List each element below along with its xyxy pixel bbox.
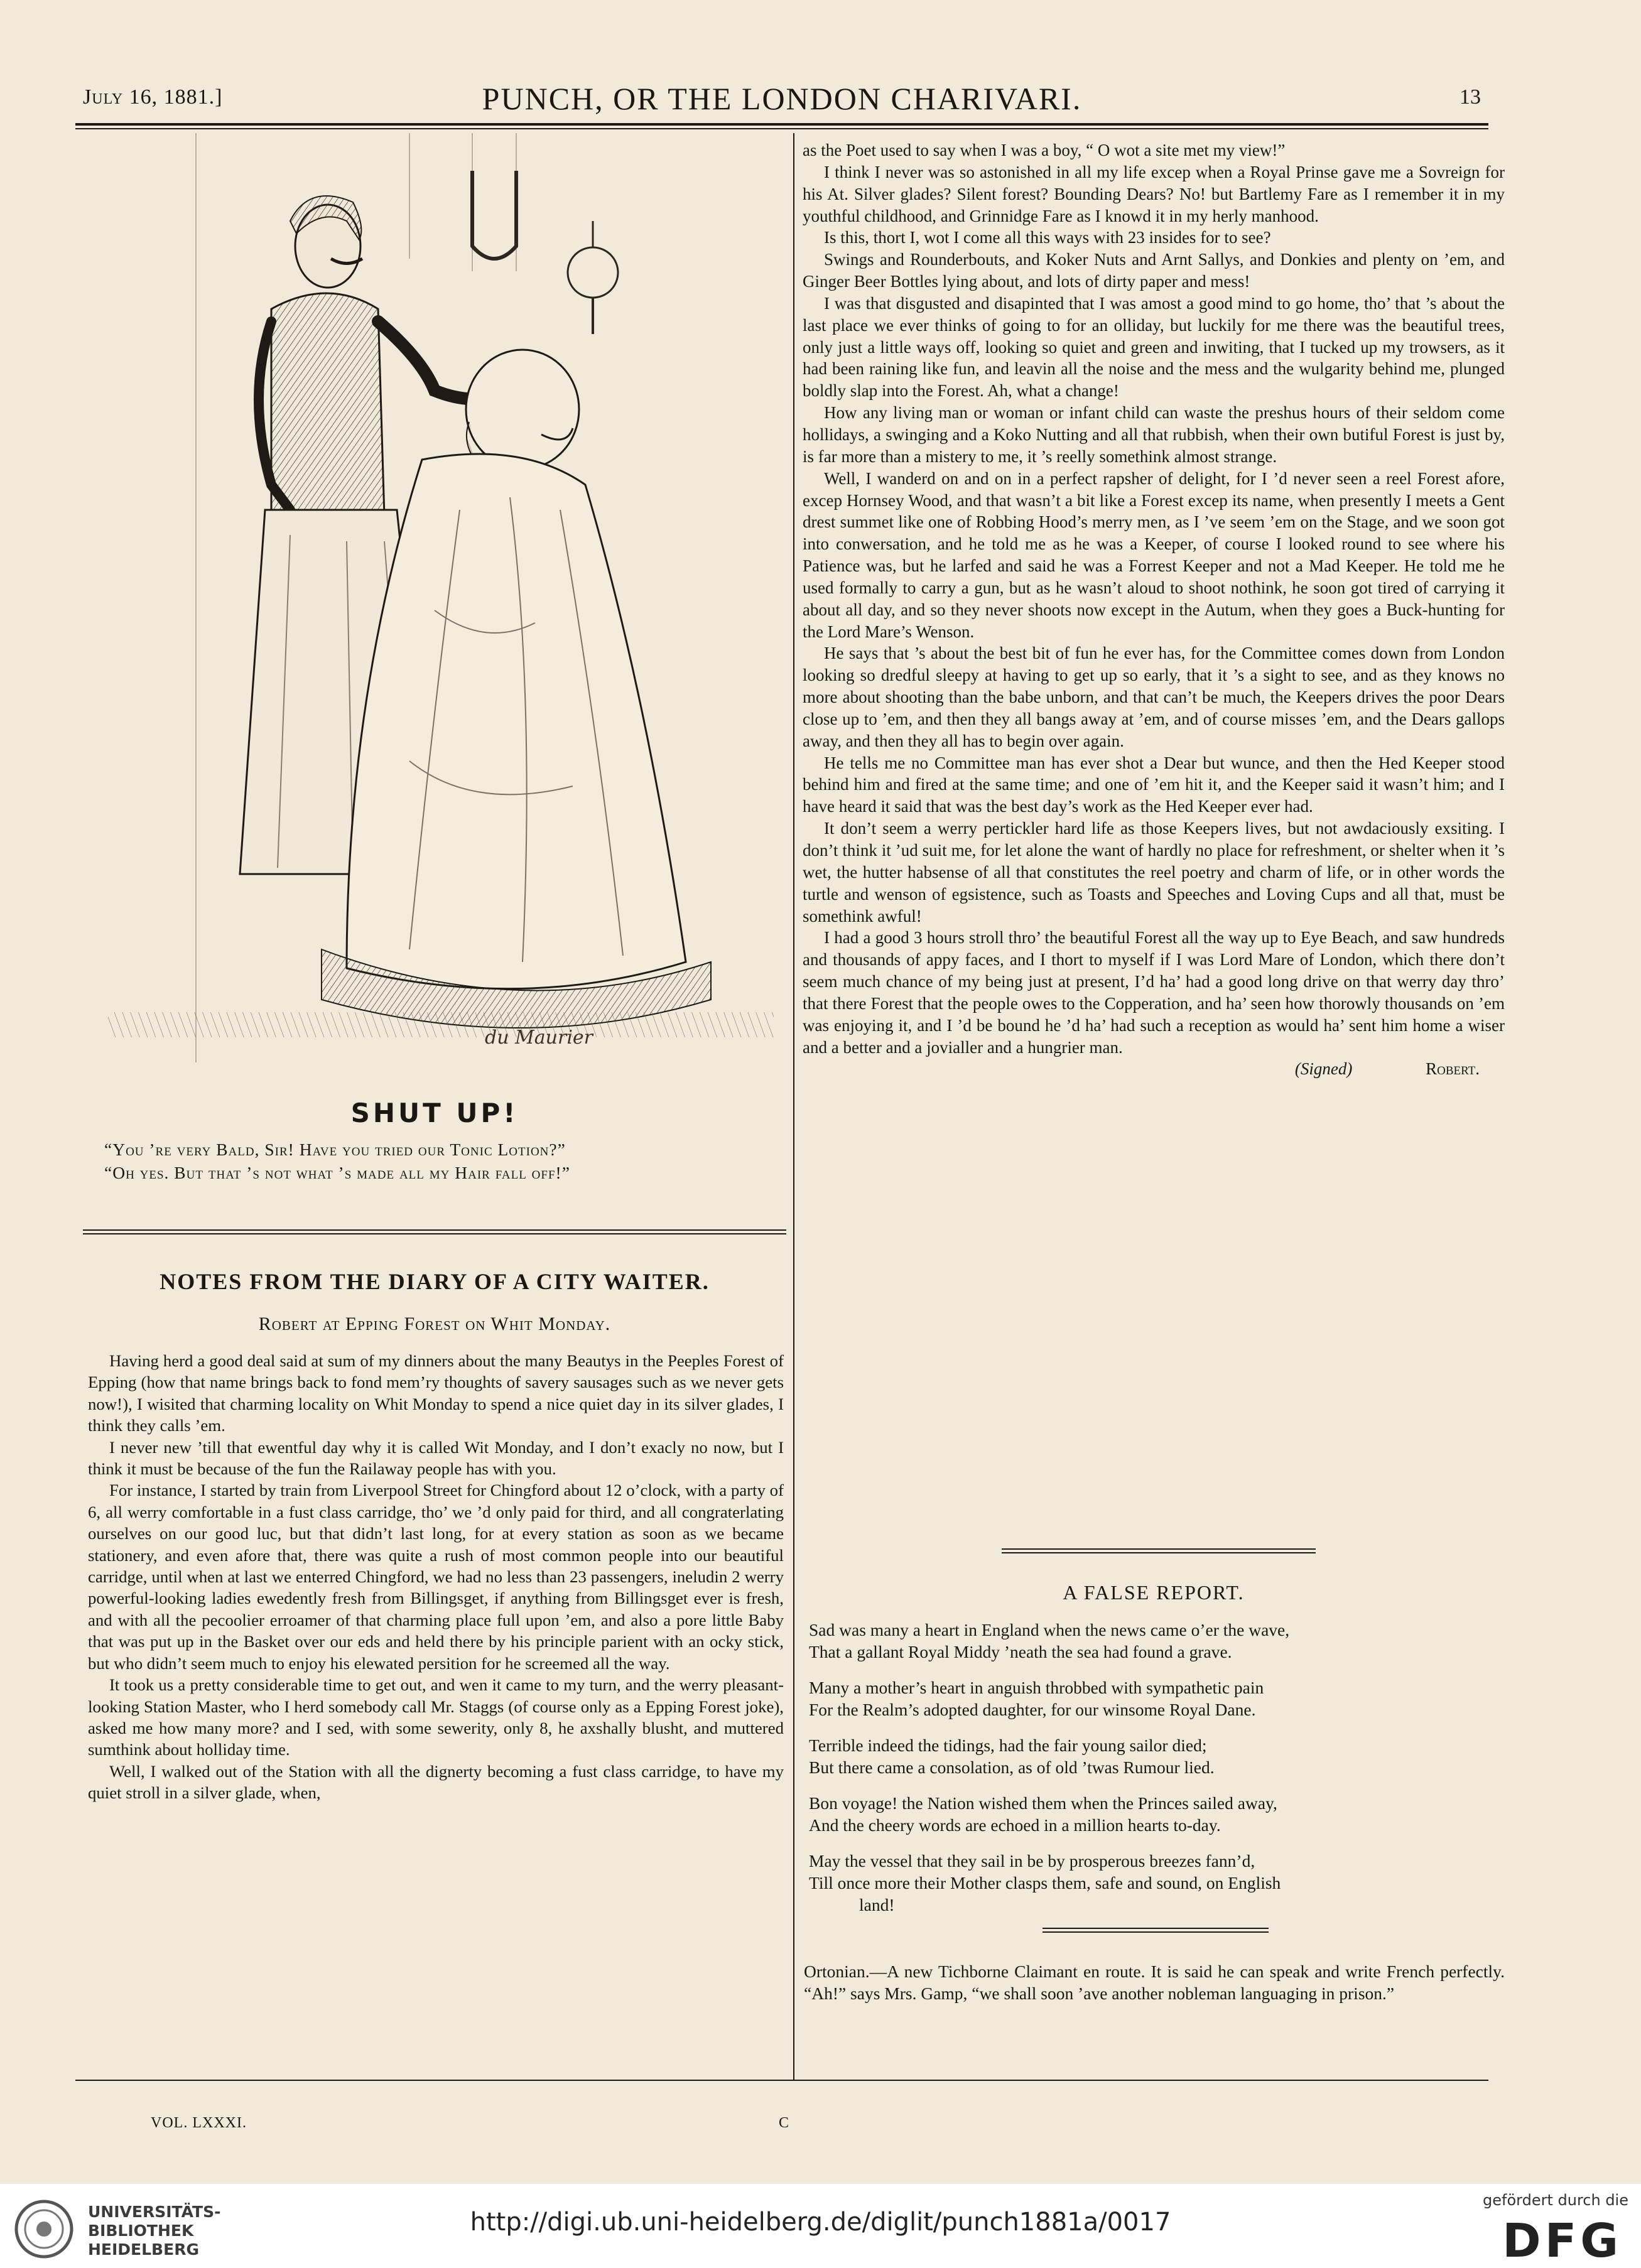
article-paragraph: Swings and Rounderbouts, and Koker Nuts and Arnt Sallys, and Donkies and plenty on ’em, and Ginger Beer Bottles lying about, and lots of dirty paper and mess! (803, 250, 1505, 291)
header-rule-thin (75, 128, 1488, 129)
library-name-line: UNIVERSITÄTS- (88, 2203, 221, 2221)
volume-label: VOL. LXXXI. (151, 2115, 247, 2131)
section-rule (1002, 1548, 1316, 1550)
poem-line: land! (859, 1895, 895, 1914)
article-paragraph: He tells me no Committee man has ever shot a Dear but wunce, and then the Hed Keeper stood behind him and fired at the same time; and one of ’em hit it, and the Keeper said it wasn’t him; and I have heard it said that was the best day’s work as the Hed Keeper ever had. (803, 753, 1505, 816)
caption-line: “Oh yes. But that ’s not what ’s made all my Hair fall off!” (104, 1163, 570, 1182)
section-rule (1043, 1931, 1269, 1933)
poem-body (809, 1619, 1506, 1930)
cartoon-title: SHUT UP! (350, 1098, 519, 1128)
section-rule (1002, 1552, 1316, 1553)
library-name-line: HEIDELBERG (88, 2240, 199, 2259)
header-title: PUNCH, OR THE LONDON CHARIVARI. (482, 81, 1082, 116)
cartoon-caption (88, 1138, 779, 1184)
poem-line: Many a mother’s heart in anguish throbbed with sympathetic pain (809, 1678, 1264, 1697)
article-right-column (803, 139, 1505, 1080)
poem-line: May the vessel that they sail in be by prosperous breezes fann’d, (809, 1851, 1255, 1871)
poem-stanza (809, 1850, 1506, 1916)
article-paragraph: I think I never was so astonished in all my life excep when a Royal Prinse gave me a Sovreign for his At. Silver glades? Silent forest? Bounding Dears? No! but Bartlemy Fare as I remember it in my youthful childhood, and Grinnidge Fare as I knowd it in my herly manhood. (803, 162, 1505, 225)
poem-line: Bon voyage! the Nation wished them when the Princes sailed away, (809, 1793, 1277, 1813)
poem-line: And the cheery words are echoed in a million hearts to-day. (809, 1815, 1221, 1835)
header-page-number: 13 (1460, 85, 1481, 109)
dfg-logo: DFG (1502, 2214, 1622, 2268)
header-rule-thick (75, 123, 1488, 126)
signed-name: Robert. (1426, 1059, 1480, 1079)
article-paragraph: It took us a pretty considerable time to get out, and wen it came to my turn, and the werry pleasant-looking Station Master, who I herd somebody call Mr. Staggs (of course only as a Epping Forest joke), asked me how many more? and I sed, with some sewerity, only 8, he axshally blusht, and muttered sumthink about holliday time. (88, 1675, 784, 1759)
library-name-line: BIBLIOTHEK (88, 2222, 194, 2240)
signature-mark: C (779, 2115, 790, 2131)
article-paragraph: as the Poet used to say when I was a boy, “ O wot a site met my view!” (803, 141, 1286, 159)
article-signature (803, 1058, 1505, 1080)
article-title: NOTES FROM THE DIARY OF A CITY WAITER. (160, 1269, 710, 1294)
article-paragraph: I never new ’till that ewentful day why it is called Wit Monday, and I don’t exacly no now, but I think it must be because of the fun the Railaway people has with you. (88, 1437, 784, 1479)
section-rule (1043, 1928, 1269, 1929)
digitization-bar (0, 2184, 1641, 2268)
poem-title: A FALSE REPORT. (1063, 1581, 1245, 1604)
column-divider (793, 133, 794, 2080)
page-header (75, 80, 1488, 118)
caption-line: “You ’re very Bald, Sir! Have you tried our Tonic Lotion?” (104, 1140, 566, 1159)
article-paragraph: Is this, thort I, wot I come all this ways with 23 insides for to see? (824, 228, 1271, 247)
poem-line: But there came a consolation, as of old ’twas Rumour lied. (809, 1758, 1215, 1777)
funded-by-label: gefördert durch die (1483, 2191, 1628, 2209)
poem-stanza (809, 1677, 1506, 1720)
ortonian-paragraph: Ortonian.—A new Tichborne Claimant en route. It is said he can speak and write French perfectly. “Ah!” says Mrs. Gamp, “we shall soon ’ave another nobleman languaging in prison.” (804, 1962, 1505, 2003)
poem-line: For the Realm’s adopted daughter, for our winsome Royal Dane. (809, 1700, 1256, 1719)
article-paragraph: I had a good 3 hours stroll thro’ the beautiful Forest all the way up to Eye Beach, and saw hundreds and thousands of appy faces, and I thort to myself if I was Lord Mare of London, which there don’t seem much chance of my being just at present, I’d ha’ had a good long drive on that werry day thro’ that there Forest that the people owes to the Copperation, and ha’ seen how thorowly thousands on ’em was enjoying it, and I ’d be bound he ’d ha’ had such a reception as would ha’ sent him home a wiser and a better and a jovialler and a hungrier man. (803, 928, 1505, 1057)
poem-line: Sad was many a heart in England when the news came o’er the wave, (809, 1620, 1290, 1639)
cartoon-illustration (83, 133, 786, 1081)
poem-stanza (809, 1734, 1506, 1778)
footer-rule (75, 2080, 1488, 2081)
ortonian-paragraph-block (804, 1960, 1505, 2004)
poem-line: Terrible indeed the tidings, had the fair young sailor died; (809, 1736, 1207, 1755)
header-date: July 16, 1881.] (83, 85, 223, 109)
article-paragraph: For instance, I started by train from Liverpool Street for Chingford about 12 o’clock, with a party of 6, all werry comfortable in a fust class carridge, tho’ we ’d only paid for third, and all congraterlating ourselves on our good luc, but that didn’t last long, for at every station as soon as we became stationery, and even afore that, there was quite a rush of most common people into our beautiful carridge, until when at last we enterred Chingford, we had no less than 23 passengers, ineludin 2 werry powerful-looking ladies ewedently fresh from Billingsget, if anything from Billingsget ever is fresh, and with all the pecoolier erroamer of that charming place full upon ’em, and also a pore little Baby that was put up in the Basket over our eds and held there by his principle parient with an ocky stick, but who didn’t seem much to enjoy his elewated persition for he screemed all the way. (88, 1481, 784, 1673)
article-paragraph: It don’t seem a werry pertickler hard life as those Keepers lives, but not awdaciously exsiting. I don’t think it ’ud suit me, for let alone the want of hardly no place for refreshment, or shelter when it ’s wet, the hutter habsense of all that constitutes the reel poetry and charm of life, or in other words the turtle and wenson of egsistence, such as Toasts and Speeches and Loving Cups and all that, must be somethink awful! (803, 819, 1505, 926)
article-paragraph: Well, I walked out of the Station with all the dignerty becoming a fust class carridge, to have my quiet stroll in a silver glade, when, (88, 1761, 784, 1803)
page-footer (75, 2115, 1488, 2140)
poem-stanza (809, 1619, 1506, 1663)
article-paragraph: I was that disgusted and disapinted that I was amost a good mind to go home, tho’ that ’s about the last place we ever thinks of going to for an olliday, but luckily for me there was the beautiful trees, only just a little ways off, looking so quiet and green and inwiting, that I tucked up my trowsers, as it had been raining like fun, and leavin all the noise and the mess and the wulgarity behind me, plunged boldly slap into the Forest. Ah, what a change! (803, 293, 1505, 401)
signed-label: (Signed) (1294, 1059, 1353, 1079)
article-left-column (88, 1350, 784, 1804)
poem-line: Till once more their Mother clasps them, safe and sound, on English (809, 1873, 1281, 1893)
poem-stanza (809, 1792, 1506, 1836)
article-paragraph: He says that ’s about the best bit of fun he ever has, for the Committee comes down from London looking so dredful sleepy at having to get up so early, that it ’s a sight to see, and as they knows no more about shooting than the babe unborn, and that can’t be much, the Keepers drives the poor Dears close up to ’em, and then they all bangs away at ’em, and of course misses ’em, and the Dears gallops away, and then they all has to begin over again. (803, 644, 1505, 750)
article-paragraph: Well, I wanderd on and on in a perfect rapsher of delight, for I ’d never seen a reel Forest afore, excep Hornsey Wood, and that wasn’t a bit like a Forest excep its name, when presently I meets a Gent drest summet like one of Robbing Hood’s merry men, as I ’ve seem ’em on the Stage, and we soon got into conwersation, and he told me as he was a Keeper, of course I looked round to see where his Patience was, but he larfed and said he was a Forrest Keeper and not a Mad Keeper. He told me he used formally to carry a gun, but as he wasn’t aloud to shoot nothink, he soon got tired of carrying it about all day, and so they never shoots now except in the Autum, when they goes a Buck-hunting for the Lord Mare’s Wenson. (803, 468, 1505, 641)
permalink[interactable]: http://digi.ub.uni-heidelberg.de/diglit/punch1881a/0017 (470, 2208, 1171, 2237)
article-paragraph: How any living man or woman or infant child can waste the preshus hours of their seldom come hollidays, a swinging and a Koko Nutting and all that rubbish, when their own butiful Forest is just by, is far more than a mistery to me, it ’s reelly somethink almost strange. (803, 403, 1505, 466)
artist-signature: du Maurier (485, 1027, 593, 1049)
section-rule (83, 1233, 786, 1234)
section-rule (83, 1229, 786, 1231)
article-subtitle: Robert at Epping Forest on Whit Monday. (258, 1314, 611, 1334)
poem-line: That a gallant Royal Middy ’neath the sea had found a grave. (809, 1642, 1232, 1661)
article-paragraph: Having herd a good deal said at sum of my dinners about the many Beautys in the Peeples Forest of Epping (how that name brings back to fond mem’ry thoughts of savery sausages such as we never gets now!), I wisited that charming locality on Whit Monday to spend a nice quiet day in its silver glades, I think they calls ’em. (88, 1351, 784, 1435)
